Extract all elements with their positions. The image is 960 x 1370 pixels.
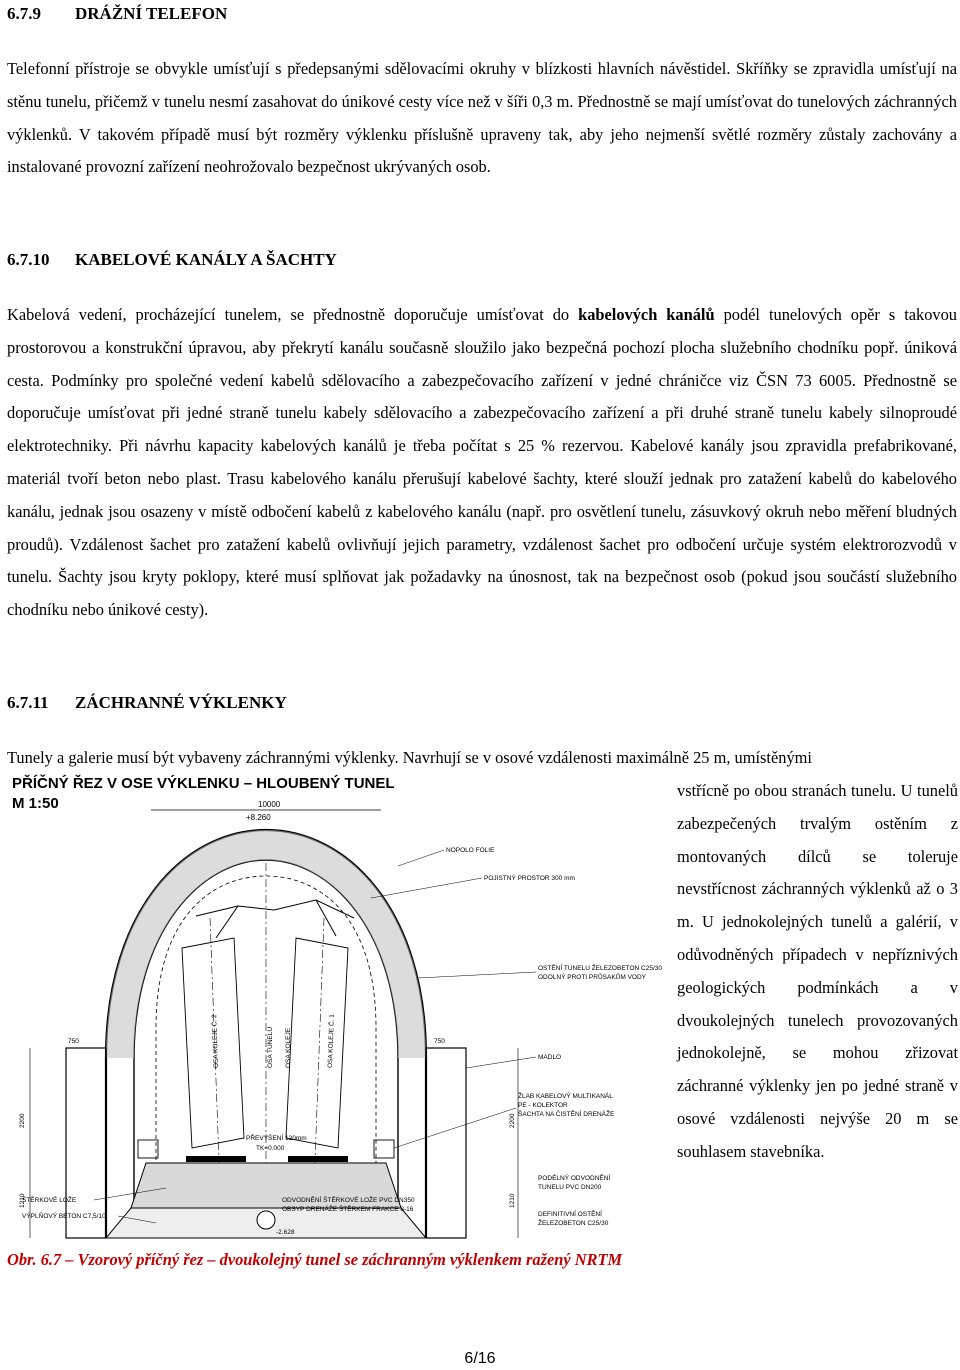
section-heading-6-7-11 bbox=[7, 693, 287, 713]
leader-line bbox=[466, 1057, 536, 1068]
label-drain-2: TUNELU PVC DN200 bbox=[538, 1184, 602, 1191]
paragraph-text: podél tunelových opěr s takovou prostorovou a konstrukční úpravou, aby překrytí kanálu současně sloužilo jako bezpečná pochozí plocha služebního chodníku popř. úniková cesta. Podmínky pro společné vedení kabelů sdělovacího a zabezpečovacího zařízení v jedné chráničce viz ČSN 73 6005. Přednostně se doporučuje umísťovat při jedné straně tunelu kabely sdělovacího a zabezpečovacího zařízení a při druhé straně tunelu kabely silnoproudé elektrotechniky. Při návrhu kapacity kabelových kanálů je třeba počítat s 25 % rezervou. Kabelové kanály jsou zpravidla prefabrikované, materiál tvoří beton nebo plast. Trasu kabelového kanálu přerušují kabelové šachty, které slouží jednak pro zatažení kabelů do kabelového kanálu, jednak jsou osazeny v místě odbočení kabelů z kabelového kanálu (např. pro osvětlení tunelu, zásuvkový okruh nebo měření bludných proudů). Vzdálenost šachet pro zatažení kabelů ovlivňují jejich parametry, vzdálenost šachet pro odbočení určuje systém elektrorozvodů v tunelu. Šachty jsou kryty poklopy, které musí splňovat jak požadavky na únosnost, tak na bezpečnost osob (pokud jsou součástí služebního chodníku nebo únikové cesty). bbox=[7, 305, 957, 620]
section-number: 6.7.9 bbox=[7, 4, 41, 23]
tunnel-cross-section-figure bbox=[6, 768, 668, 1240]
label-pvc-1: ODVODNĚNÍ ŠTĚRKOVÉ LOŽE PVC DN350 bbox=[282, 1197, 415, 1204]
section-title: ZÁCHRANNÉ VÝKLENKY bbox=[75, 693, 287, 712]
paragraph-wrap-text: vstřícně po obou stranách tunelu. U tunelů zabezpečených trvalým ostěním z montovaných dílců se toleruje nevstřícnost záchranných výklenků až o 3 m. U jednokolejných tunelů a galérií, v odůvodněných případech v nepříznivých geologických podmínkách a v dvoukolejných tunelech provozovaných jednokolejně, se mohou zřizovat záchranné výklenky jen po jedné straně v osové vzdálenosti nejvýše 20 m se souhlasem stavebníka. bbox=[677, 781, 958, 1161]
niche-dim-left: 750 bbox=[68, 1038, 79, 1045]
label-def-1: DEFINITIVNÍ OSTĚNÍ bbox=[538, 1211, 602, 1218]
paragraph-drazni-telefon: Telefonní přístroje se obvykle umísťují s předepsanými sdělovacími okruhy v blízkosti hlavních návěstidel. Skříňky se zpravidla umísťují na stěnu tunelu, přičemž v tunelu nesmí zasahovat do únikové cesty více než v šíři 0,3 m. Přednostně se mají umísťovat do tunelových záchranných výklenků. V takovém případě musí být rozměry výklenku příslušně upraveny tak, aby jeho nejmenší světlé rozměry zůstaly zachovány a instalované provozní zařízení neohrožovalo bezpečnost ukrývaných osob. bbox=[7, 59, 957, 177]
label-handrail: MADLO bbox=[538, 1054, 562, 1061]
figure-caption: Obr. 6.7 – Vzorový příčný řez – dvoukolejný tunel se záchranným výklenkem ražený NRTM bbox=[7, 1250, 623, 1269]
tk-label: TK=0.000 bbox=[256, 1145, 285, 1152]
label-pvc-2: OBSYP DRENÁŽE ŠTĚRKEM FRAKCE 8-16 bbox=[282, 1206, 414, 1213]
catenary-wire bbox=[196, 900, 354, 918]
section-number: 6.7.10 bbox=[7, 250, 50, 269]
section-heading-6-7-10 bbox=[7, 250, 337, 270]
label-lining-2: ODOLNÝ PROTI PRŮSAKŮM VODY bbox=[538, 974, 646, 981]
section-number: 6.7.11 bbox=[7, 693, 49, 712]
drain-pipe bbox=[257, 1211, 275, 1229]
label-ballast: ŠTĚRKOVÉ LOŽE bbox=[22, 1197, 77, 1204]
label-fill: VÝPLŇOVÝ BETON C7,5/10 bbox=[22, 1213, 106, 1220]
dimension-width: 10000 bbox=[258, 800, 281, 809]
niche-dim-right: 750 bbox=[434, 1038, 445, 1045]
label-clearance: POJISTNÝ PROSTOR 300 mm bbox=[484, 875, 575, 882]
left-height-1: 2200 bbox=[19, 1113, 26, 1128]
paragraph-bold-term: kabelových kanálů bbox=[578, 305, 715, 324]
paragraph-kabelove-kanaly bbox=[7, 299, 957, 627]
catenary-support bbox=[316, 900, 336, 936]
label-nopolo: NOPOLO FOLIE bbox=[446, 847, 495, 854]
cable-channel-right bbox=[374, 1140, 394, 1158]
right-niche bbox=[426, 1048, 466, 1238]
axis-label-tunnel: OSA TUNELU bbox=[267, 1026, 274, 1068]
leader-line bbox=[394, 1108, 516, 1148]
figure-scale: M 1:50 bbox=[12, 795, 59, 812]
sleeper-left bbox=[186, 1156, 246, 1162]
leader-line bbox=[418, 972, 536, 978]
right-height-2: 1210 bbox=[509, 1193, 516, 1208]
paragraph-text: Kabelová vedení, procházející tunelem, se přednostně doporučuje umísťovat do bbox=[7, 305, 579, 324]
axis-label-track-2: OSA KOLEJE Č. 2 bbox=[211, 1014, 220, 1069]
sleeper-right bbox=[288, 1156, 348, 1162]
section-title: KABELOVÉ KANÁLY A ŠACHTY bbox=[75, 250, 337, 269]
base-level-label: -2.628 bbox=[276, 1229, 295, 1236]
label-cable-2: PE - KOLEKTOR bbox=[518, 1102, 568, 1109]
cable-channel-left bbox=[138, 1140, 158, 1158]
track-axis-1 bbox=[314, 918, 324, 1188]
right-height-1: 2200 bbox=[509, 1113, 516, 1128]
axis-label-track-1: OSA KOLEJE Č. 1 bbox=[327, 1014, 336, 1069]
paragraph-first-line: Tunely a galerie musí být vybaveny záchrannými výklenky. Navrhují se v osové vzdálenosti maximálně 25 m, umístěnými bbox=[7, 748, 812, 767]
axis-label-track: OSA KOLEJE bbox=[285, 1027, 292, 1068]
label-cable-1: ŽLAB KABELOVÝ MULTIKANÁL bbox=[518, 1093, 613, 1100]
leader-line bbox=[371, 878, 482, 898]
leader-line bbox=[398, 850, 444, 866]
dimension-crown: +8.260 bbox=[246, 813, 271, 822]
label-drain-1: PODÉLNÝ ODVODNĚNÍ bbox=[538, 1175, 611, 1182]
label-def-2: ŽELEZOBETON C25/30 bbox=[538, 1220, 609, 1227]
section-heading-6-7-9 bbox=[7, 4, 227, 24]
section-title: DRÁŽNÍ TELEFON bbox=[75, 4, 228, 23]
left-height-2: 1210 bbox=[19, 1193, 26, 1208]
figure-title: PŘÍČNÝ ŘEZ V OSE VÝKLENKU – HLOUBENÝ TUNEL bbox=[12, 775, 395, 792]
label-cable-3: ŠACHTA NA ČISTĚNÍ DRENÁŽE bbox=[518, 1111, 615, 1118]
train-envelope-right bbox=[286, 938, 348, 1148]
page-number: 6/16 bbox=[464, 1350, 496, 1367]
cant-label: PŘEVÝŠENÍ 120mm bbox=[246, 1135, 307, 1142]
left-niche bbox=[66, 1048, 106, 1238]
label-lining-1: OSTĚNÍ TUNELU ŽELEZOBETON C25/30 bbox=[538, 965, 663, 972]
